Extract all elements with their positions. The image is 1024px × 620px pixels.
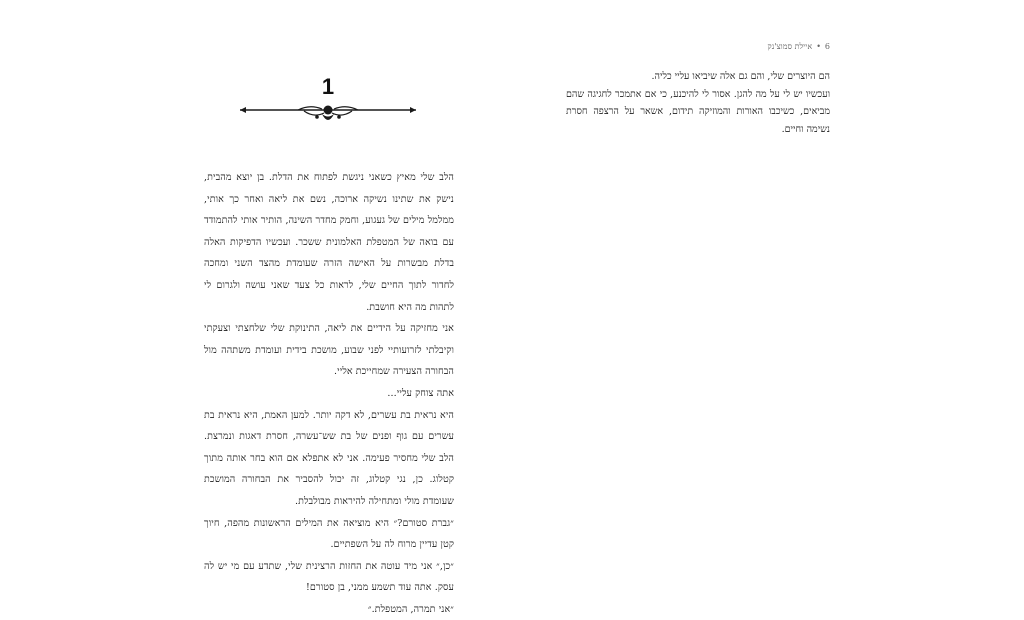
- chapter-ornament-icon: [238, 100, 418, 128]
- author-name: איילת סמוצ'נק: [767, 42, 813, 51]
- running-head: [740, 42, 830, 51]
- paragraph: ״כן,״ אני מיד עוטה את החזות הרצינית שלי, שתדע עם מי יש לה עסק. אתה עוד תשמע ממני, בן סטורם!: [204, 560, 454, 594]
- paragraph: הלב שלי מאיץ כשאני ניגשת לפתוח את הדלת. בן יוצא מהבית, נישק את שתינו נשיקה ארוכה, נשם את ליאה ואחר כך אותי, ממלמל מילים של געגוע, וחמק מחדר השינה, הותיר אותי להתמודד עם בואה של המטפלת האלמונית ששכר. ועכשיו הדפיקות האלה בדלת מבשרות על האישה הזרה שעומדת מהצד השני ומחכה לחדור לתוך החיים שלי, לראות כל צעד שאני עושה ולגרום לי לתהות מה היא חושבת.: [204, 172, 454, 313]
- page-number: 6: [824, 42, 830, 51]
- paragraph: ״אני תמרה, המטפלת.״: [367, 603, 454, 615]
- paragraph: ועכשיו יש לי על מה להגן. אסור לי להיכנע, כי אם אתמכר לחגיגה שהם מביאים, כשיכבו האורות והמוזיקה תידום, אשאר על הרצפה חסרת נשימה וחיים.: [566, 88, 830, 135]
- paragraph: הם היוצרים שלי, והם גם אלה שיביאו עליי כליה.: [651, 71, 830, 82]
- paragraph: היא נראית בת עשרים, לא דקה יותר. למען האמת, היא נראית בת עשרים עם גוף ופנים של בת שש־עשרה, חסרת דאגות ונמרצת. הלב שלי מחסיר פעימה. אני לא אתפלא אם הוא בחר אותה מתוך קטלוג. כן, נגי קטלוג, זה יכול להסביר את הבחורה המושכת שעומדת מולי ומתחילה להיראות מבולבלת.: [204, 409, 454, 507]
- paragraph: אתה צוחק עליי...: [387, 387, 454, 399]
- separator-dot: •: [816, 42, 821, 51]
- chapter-body-text: [204, 167, 454, 620]
- paragraph: ״גברת סטורם?״ היא מוציאה את המילים הראשונות מהפה, חיוך קטן עדיין מרוח לה על השפתיים.: [204, 517, 454, 551]
- paragraph: אני מחזיקה על הידיים את ליאה, התינוקת שלי שלחצתי וצעקתי וקיבלתי לזרועותיי לפני שבוע, מושכת בידית ועומדת משתהה מול הבחורה הצעירה שמחייכת אליי.: [204, 323, 454, 378]
- prologue-body-text: [566, 68, 830, 138]
- chapter-number: 1: [321, 74, 335, 99]
